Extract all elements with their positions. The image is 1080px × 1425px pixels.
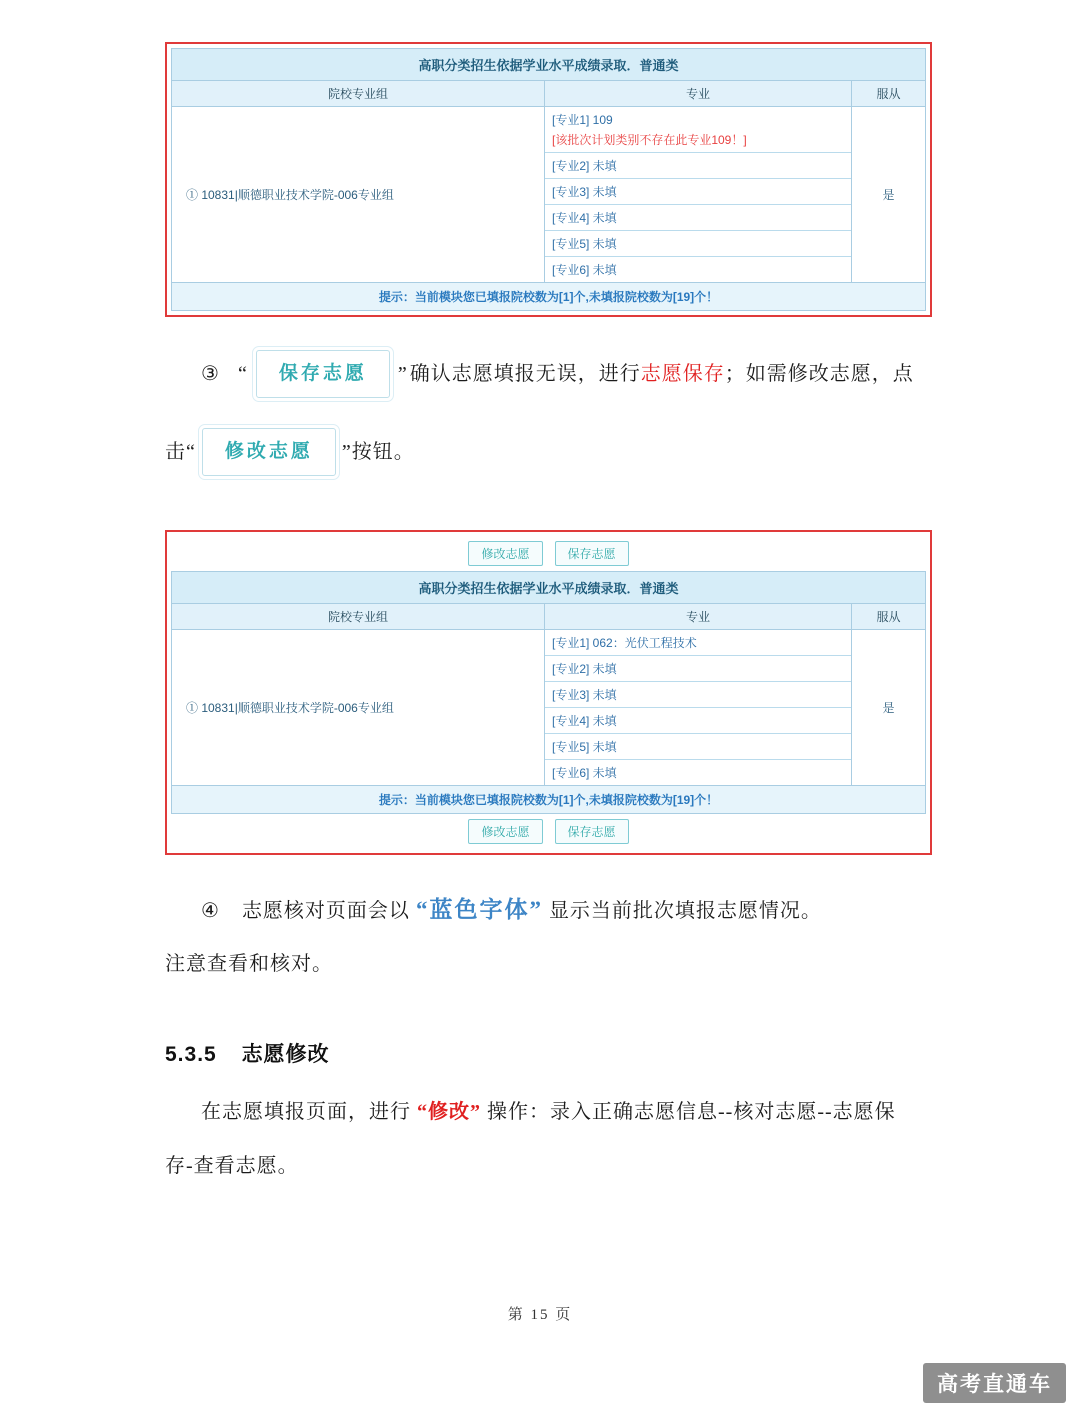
volunteer-table — [171, 571, 926, 814]
paragraph-text: 击“ — [165, 441, 196, 464]
paragraph-text: 志愿核对页面会以 — [241, 900, 410, 922]
save-volunteer-button[interactable]: 保存志愿 — [555, 819, 629, 844]
highlighted-red-text: 志愿保存 — [640, 363, 725, 386]
major-row: [专业4] 未填 — [545, 708, 851, 734]
major-row: [专业5] 未填 — [545, 231, 851, 257]
paragraph-5-line-1 — [165, 1096, 940, 1128]
item-number-3: ③ — [201, 363, 220, 386]
paragraph-4-line-1 — [165, 892, 940, 929]
table-title: 高职分类招生依据学业水平成绩录取．普通类 — [172, 49, 925, 81]
paragraph-text: 操作：录入正确志愿信息--核对志愿--志愿保 — [487, 1101, 896, 1123]
paragraph-4-line-2 — [165, 948, 940, 980]
paragraph-3-line-1 — [165, 350, 940, 398]
section-number: 5.3.5 — [165, 1043, 217, 1066]
paragraph-text: 存-查看志愿。 — [165, 1155, 299, 1177]
column-header-major: 专业 — [544, 81, 852, 106]
section-title: 志愿修改 — [241, 1043, 330, 1066]
screenshot-review-table-error — [165, 42, 932, 317]
paragraph-text: ”按钮。 — [341, 441, 415, 464]
column-header-group: 院校专业组 — [327, 610, 388, 624]
save-volunteer-button-illustration: 保存志愿 — [256, 350, 390, 398]
table-row — [172, 107, 925, 282]
column-header-obey: 服从 — [876, 610, 901, 624]
table-title: 高职分类招生依据学业水平成绩录取．普通类 — [172, 572, 925, 604]
major-row: [专业6] 未填 — [552, 766, 617, 780]
volunteer-table — [171, 48, 926, 311]
paragraph-text: ；如需修改志愿，点 — [724, 363, 914, 386]
major-row: [专业6] 未填 — [552, 263, 617, 277]
paragraph-text: 确认志愿填报无误，进行 — [409, 363, 641, 386]
page-number: 第 15 页 — [507, 1307, 573, 1323]
obey-cell: 是 — [882, 188, 895, 202]
modify-volunteer-button[interactable]: 修改志愿 — [468, 819, 542, 844]
fill-status-hint: 提示：当前模块您已填报院校数为[1]个,未填报院校数为[19]个！ — [172, 282, 925, 310]
major-row: [专业5] 未填 — [545, 734, 851, 760]
college-group-cell: ① 10831|顺德职业技术学院-006专业组 — [186, 188, 394, 202]
major-row: [专业2] 未填 — [545, 153, 851, 179]
paragraph-5-line-2 — [165, 1150, 940, 1182]
highlighted-red-text: “修改” — [417, 1101, 481, 1123]
highlighted-blue-text: “蓝色字体” — [415, 897, 543, 922]
major-row: [专业1] 062：光伏工程技术 — [545, 630, 851, 656]
fill-status-hint: 提示：当前模块您已填报院校数为[1]个,未填报院校数为[19]个！ — [172, 785, 925, 813]
major-column — [544, 630, 852, 785]
section-heading — [165, 1038, 330, 1068]
college-group-cell: ① 10831|顺德职业技术学院-006专业组 — [186, 701, 394, 715]
modify-volunteer-button[interactable]: 修改志愿 — [468, 541, 542, 566]
major-value: [专业1] 109 — [552, 113, 613, 127]
bottom-button-bar — [171, 814, 926, 849]
table-row — [172, 630, 925, 785]
major-column — [544, 107, 852, 282]
paragraph-3-line-2 — [165, 428, 940, 476]
screenshot-review-table-filled — [165, 530, 932, 855]
column-header-major: 专业 — [544, 604, 852, 629]
paragraph-text: 注意查看和核对。 — [165, 953, 333, 975]
table-header-row — [172, 81, 925, 107]
obey-cell: 是 — [882, 701, 895, 715]
top-button-bar — [171, 536, 926, 571]
major-row: [专业2] 未填 — [545, 656, 851, 682]
watermark-badge: 高考直通车 — [923, 1363, 1066, 1403]
table-header-row — [172, 604, 925, 630]
item-number-4: ④ — [201, 900, 220, 922]
major-row — [545, 107, 851, 153]
column-header-group: 院校专业组 — [327, 87, 388, 101]
major-row: [专业3] 未填 — [545, 682, 851, 708]
paragraph-text: 在志愿填报页面，进行 — [201, 1101, 411, 1123]
column-header-obey: 服从 — [876, 87, 901, 101]
modify-volunteer-button-illustration: 修改志愿 — [202, 428, 336, 476]
open-quote: “ — [237, 363, 248, 386]
save-volunteer-button[interactable]: 保存志愿 — [555, 541, 629, 566]
major-row: [专业4] 未填 — [545, 205, 851, 231]
major-error-message: [该批次计划类别不存在此专业109！] — [552, 133, 747, 147]
close-quote: ” — [397, 363, 408, 386]
major-row: [专业3] 未填 — [545, 179, 851, 205]
paragraph-text: 显示当前批次填报志愿情况。 — [548, 900, 822, 922]
